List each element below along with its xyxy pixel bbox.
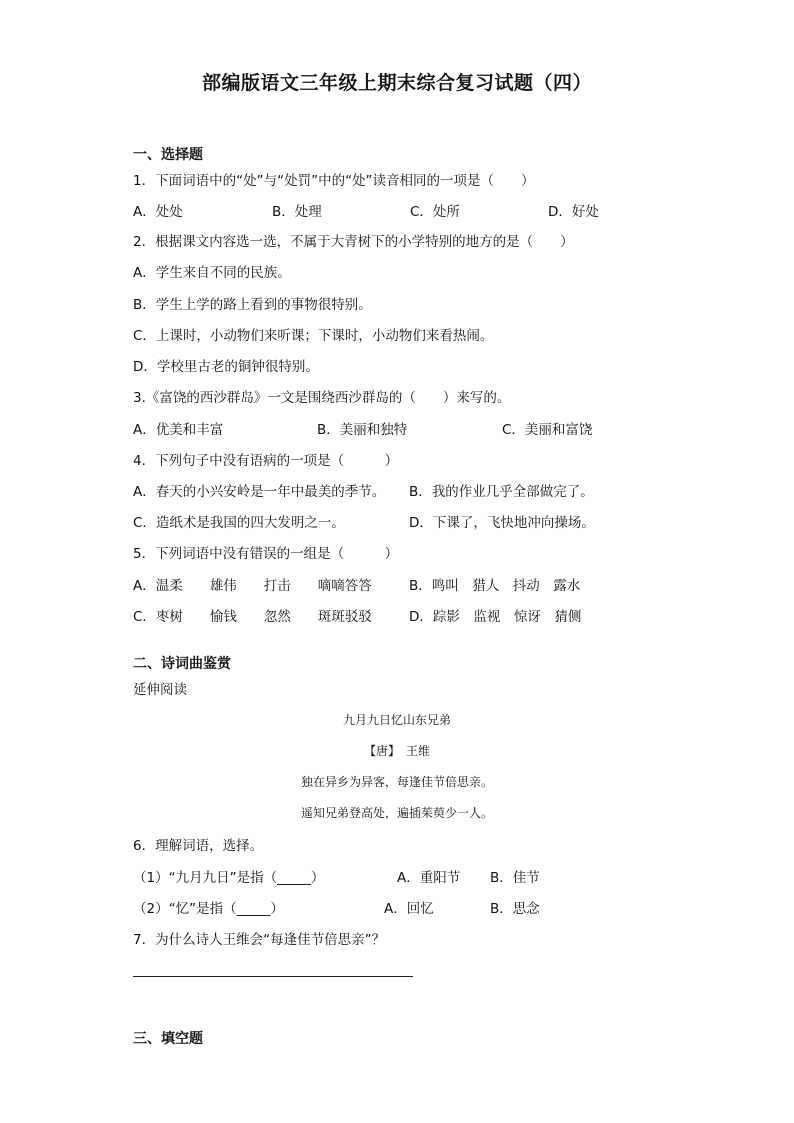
q3-option-a: A．优美和丰富 bbox=[133, 422, 224, 438]
question-1-stem: 1．下面词语中的“处”与“处罚”中的“处”读音相同的一项是（ ） bbox=[133, 173, 535, 189]
q1-option-d: D．好处 bbox=[548, 204, 599, 220]
q5-option-b: B．鸣叫 猎人 抖动 露水 bbox=[409, 578, 581, 594]
question-5-stem: 5．下列词语中没有错误的一组是（ ） bbox=[133, 546, 399, 562]
poem-line-1: 独在异乡为异客，每逢佳节倍思亲。 bbox=[300, 775, 493, 789]
q5-option-d: D．踪影 监视 惊讶 猜侧 bbox=[409, 609, 582, 625]
section-heading-choice: 一、选择题 bbox=[133, 147, 203, 163]
question-7-stem: 7．为什么诗人王维会“每逢佳节倍思亲”？ bbox=[133, 932, 386, 948]
q2-option-c: C．上课时，小动物们来听课；下课时，小动物们来看热闹。 bbox=[133, 328, 494, 344]
poem-author: 【唐】 王维 bbox=[363, 744, 430, 758]
poem-title: 九月九日忆山东兄弟 bbox=[342, 713, 451, 727]
q7-answer-line[interactable] bbox=[133, 976, 413, 977]
question-3-stem: 3.《富饶的西沙群岛》一文是围绕西沙群岛的（ ）来写的。 bbox=[133, 390, 511, 406]
q3-option-c: C．美丽和富饶 bbox=[502, 422, 593, 438]
q6-part-1: （1）“九月九日”是指（_____） bbox=[133, 870, 325, 886]
q1-option-c: C．处所 bbox=[410, 204, 460, 220]
section-heading-poetry: 二、诗词曲鉴赏 bbox=[133, 656, 231, 672]
section-subheading-reading: 延伸阅读 bbox=[133, 682, 187, 698]
poem-line-2: 遥知兄弟登高处，遍插茱萸少一人。 bbox=[300, 806, 493, 820]
q1-option-b: B．处理 bbox=[272, 204, 322, 220]
q1-option-a: A．处处 bbox=[133, 204, 183, 220]
q2-option-d: D．学校里古老的铜钟很特别。 bbox=[133, 359, 319, 375]
section-heading-fill-blank: 三、填空题 bbox=[133, 1031, 203, 1047]
q5-option-a: A．温柔 雄伟 打击 嘀嘀答答 bbox=[133, 578, 372, 594]
page-title: 部编版语文三年级上期末综合复习试题（四） bbox=[201, 72, 592, 94]
question-4-stem: 4．下列句子中没有语病的一项是（ ） bbox=[133, 453, 399, 469]
q6-part-1-option-a: A．重阳节 bbox=[397, 870, 461, 886]
q4-option-b: B．我的作业几乎全部做完了。 bbox=[409, 484, 594, 500]
q3-option-b: B．美丽和独特 bbox=[317, 422, 408, 438]
q5-option-c: C．枣树 愉钱 忽然 斑斑驳驳 bbox=[133, 609, 372, 625]
q4-option-c: C．造纸术是我国的四大发明之一。 bbox=[133, 515, 345, 531]
q6-part-2-option-b: B．思念 bbox=[490, 901, 540, 917]
q4-option-a: A．春天的小兴安岭是一年中最美的季节。 bbox=[133, 484, 386, 500]
q6-part-1-option-b: B．佳节 bbox=[490, 870, 540, 886]
q2-option-a: A．学生来自不同的民族。 bbox=[133, 265, 291, 281]
q6-part-2: （2）“忆”是指（_____） bbox=[133, 901, 284, 917]
q2-option-b: B．学生上学的路上看到的事物很特别。 bbox=[133, 297, 372, 313]
q6-part-2-option-a: A．回忆 bbox=[384, 901, 434, 917]
question-2-stem: 2．根据课文内容选一选，不属于大青树下的小学特别的地方的是（ ） bbox=[133, 234, 574, 250]
question-6-stem: 6．理解词语，选择。 bbox=[133, 838, 264, 854]
q4-option-d: D．下课了，飞快地冲向操场。 bbox=[409, 515, 595, 531]
